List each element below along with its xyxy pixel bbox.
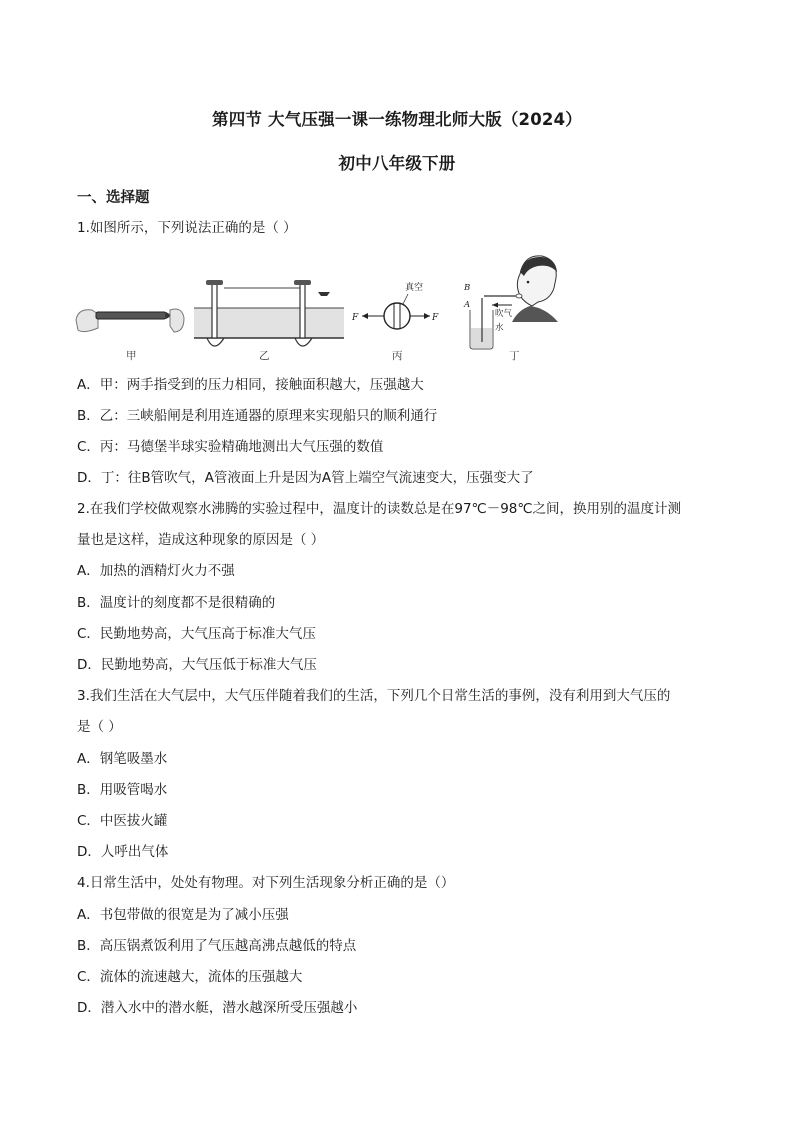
vacuum-label: 真空: [405, 283, 424, 293]
pencil-finger-diagram: [76, 309, 184, 332]
question-3-option-b: B．用吸管喝水: [77, 782, 168, 798]
question-1-figure: [72, 248, 572, 363]
question-1-option-a: A．甲：两手指受到的压力相同，接触面积越大，压强越大: [77, 377, 424, 393]
question-3-option-c: C．中医拔火罐: [77, 813, 168, 829]
question-3-stem-line-1: 3.我们生活在大气层中，大气压伴随着我们的生活，下列几个日常生活的事例，没有利用到大气压的: [77, 688, 671, 704]
question-2-option-b: B．温度计的刻度都不是很精确的: [77, 595, 276, 611]
caption-jia: 甲: [126, 350, 137, 362]
question-2-stem-line-2: 量也是这样，造成这种现象的原因是（ ）: [77, 532, 325, 548]
question-3-option-a: A．钢笔吸墨水: [77, 751, 168, 767]
question-4-option-d: D．潜入水中的潜水艇，潜水越深所受压强越小: [77, 1000, 358, 1016]
blow-label: 吹气: [495, 309, 513, 319]
document-title: 第四节 大气压强一课一练物理北师大版（2024）: [212, 110, 582, 129]
caption-yi: 乙: [259, 350, 270, 362]
question-4-option-a: A．书包带做的很宽是为了减小压强: [77, 907, 289, 923]
question-1-stem: 1.如图所示，下列说法正确的是（ ）: [77, 220, 297, 236]
question-2-option-d: D．民勤地势高，大气压低于标准大气压: [77, 657, 317, 673]
force-right-label: F: [432, 313, 439, 323]
question-3-option-d: D．人呼出气体: [77, 844, 169, 860]
question-3-stem-line-2: 是（ ）: [77, 719, 122, 735]
caption-ding: 丁: [509, 350, 520, 362]
physics-diagrams: [72, 248, 572, 363]
force-left-label: F: [352, 313, 359, 323]
question-2-option-c: C．民勤地势高，大气压高于标准大气压: [77, 626, 316, 642]
question-4-option-b: B．高压锅煮饭利用了气压越高沸点越低的特点: [77, 938, 357, 954]
connected-vessels-diagram: [194, 280, 344, 346]
question-2-option-a: A．加热的酒精灯火力不强: [77, 563, 235, 579]
tube-a-label: A: [464, 300, 471, 310]
question-1-option-d: D．丁：往B管吹气，A管液面上升是因为A管上端空气流速变大，压强变大了: [77, 470, 534, 486]
question-4-option-c: C．流体的流速越大，流体的压强越大: [77, 969, 303, 985]
blowing-tube-diagram: [463, 256, 558, 349]
question-1-option-b: B．乙：三峡船闸是利用连通器的原理来实现船只的顺利通行: [77, 408, 438, 424]
section-heading: 一、选择题: [77, 190, 150, 206]
water-label: 水: [495, 323, 504, 333]
question-4-stem: 4.日常生活中，处处有物理。对下列生活现象分析正确的是（）: [77, 875, 455, 891]
caption-bing: 丙: [392, 350, 403, 362]
magdeburg-hemispheres-diagram: [351, 281, 439, 329]
question-2-stem-line-1: 2.在我们学校做观察水沸腾的实验过程中，温度计的读数总是在97℃－98℃之间，换用别的温度计测: [77, 501, 682, 517]
document-subtitle: 初中八年级下册: [338, 154, 456, 173]
tube-b-label: B: [464, 283, 471, 293]
question-1-option-c: C．丙：马德堡半球实验精确地测出大气压强的数值: [77, 439, 384, 455]
